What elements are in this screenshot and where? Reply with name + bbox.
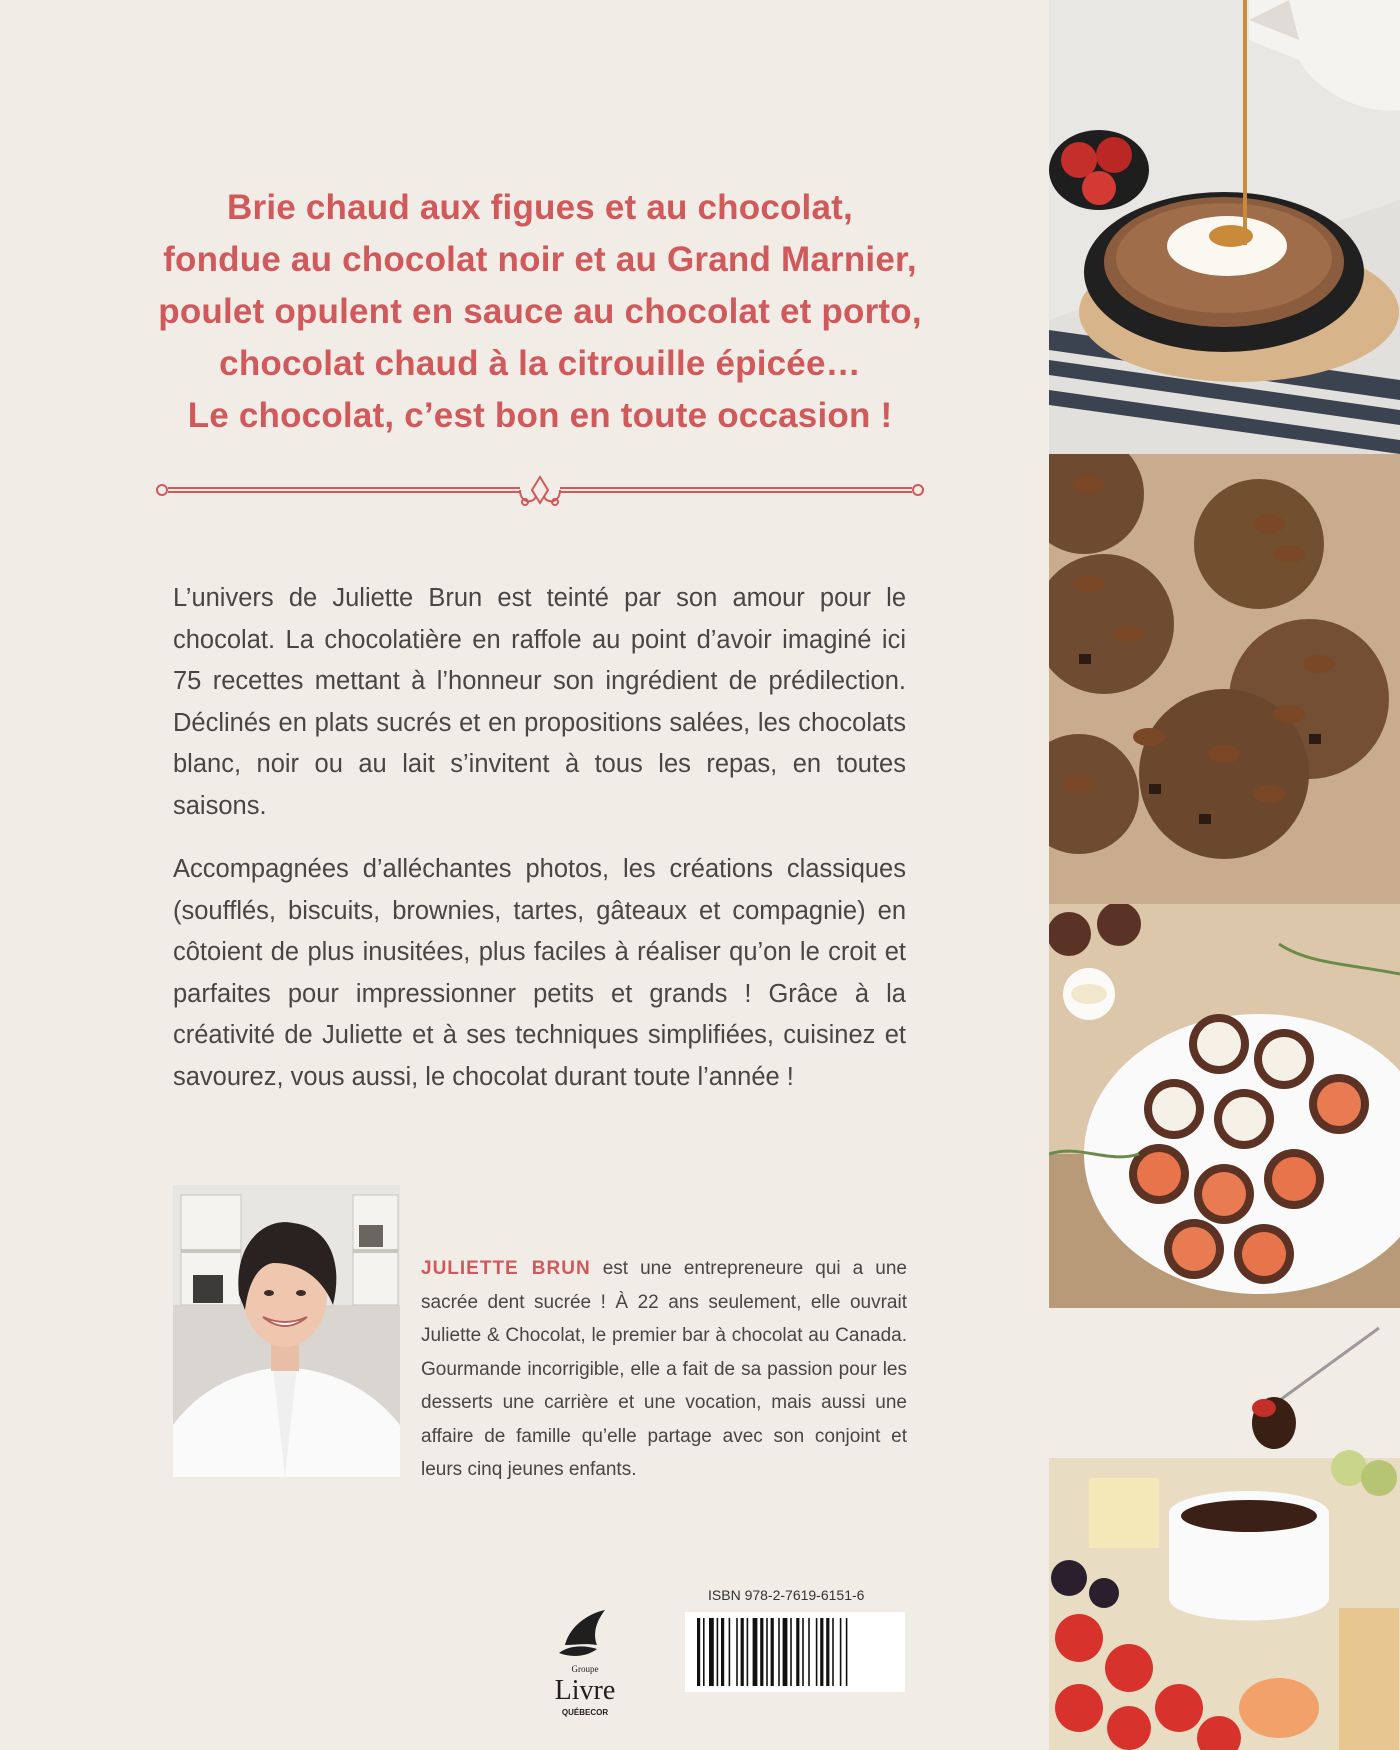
barcode-bar bbox=[741, 1618, 744, 1686]
barcode-bar bbox=[790, 1618, 792, 1686]
photo-pecan-cookies bbox=[1049, 454, 1400, 904]
photo-chocolate-skillet-cake bbox=[1049, 0, 1400, 454]
tagline-line: chocolat chaud à la citrouille épicée… bbox=[219, 344, 861, 383]
barcode-bar bbox=[832, 1618, 834, 1686]
tagline-line: Le chocolat, c’est bon en toute occasion ! bbox=[187, 396, 893, 435]
barcode-bar bbox=[697, 1618, 700, 1686]
barcode-bar bbox=[840, 1618, 842, 1686]
barcode-bar bbox=[808, 1618, 810, 1686]
barcode-bar bbox=[717, 1618, 719, 1686]
description bbox=[173, 578, 906, 1120]
barcode-bar bbox=[796, 1618, 799, 1686]
photo-chocolate-fondue bbox=[1049, 1308, 1400, 1750]
description-paragraph: L’univers de Juliette Brun est teinté par son amour pour le chocolat. La chocolatière en raffole au point d’avoir imaginé ici 75 recettes mettant à l’honneur son ingrédient de prédilection. Déclinés en plats sucrés et en propositions salées, les chocolats blanc, noir ou au lait s’invitent à tous les repas, en toutes saisons. bbox=[173, 584, 906, 820]
photo-strip bbox=[1049, 0, 1400, 1750]
photo-salmon-canapes bbox=[1049, 904, 1400, 1308]
barcode-bar bbox=[747, 1618, 749, 1686]
barcode-bar bbox=[826, 1618, 829, 1686]
barcode-bar bbox=[760, 1618, 763, 1686]
barcode-bar bbox=[820, 1618, 823, 1686]
barcode-bar bbox=[816, 1618, 818, 1686]
barcode-bar bbox=[753, 1618, 758, 1686]
author-photo bbox=[173, 1185, 400, 1477]
tagline-line: poulet opulent en sauce au chocolat et porto, bbox=[158, 292, 922, 331]
barcode-bar bbox=[736, 1618, 738, 1686]
barcode-bar bbox=[721, 1618, 724, 1686]
svg-text:Livre: Livre bbox=[554, 1675, 616, 1706]
barcode-bar bbox=[783, 1618, 788, 1686]
svg-text:QUÉBECOR: QUÉBECOR bbox=[561, 1708, 609, 1717]
barcode-bar bbox=[709, 1618, 714, 1686]
barcode-bar bbox=[846, 1618, 848, 1686]
tagline-line: fondue au chocolat noir et au Grand Marnier, bbox=[163, 240, 917, 279]
barcode-bar bbox=[703, 1618, 705, 1686]
barcode-bar bbox=[778, 1618, 780, 1686]
barcode-bar bbox=[802, 1618, 804, 1686]
barcode-bar bbox=[766, 1618, 768, 1686]
author-name: JULIETTE BRUN bbox=[421, 1258, 591, 1279]
barcode-bar bbox=[729, 1618, 731, 1686]
decorative-divider bbox=[150, 470, 930, 510]
author-bio bbox=[421, 1252, 907, 1487]
barcode bbox=[685, 1612, 905, 1692]
tagline-line: Brie chaud aux figues et au chocolat, bbox=[227, 188, 853, 227]
author-bio-text: est une entrepreneure qui a une sacrée dent sucrée ! À 22 ans seulement, elle ouvrait Juliette & Chocolat, le premier bar à chocolat au Canada. Gourmande incorrigible, elle a fait de sa passion pour les desserts une carrière et une vocation, mais aussi une affaire de famille qu’elle partage avec son conjoint et leurs cinq jeunes enfants. bbox=[421, 1258, 907, 1480]
isbn-number: ISBN 978-2-7619-6151-6 bbox=[708, 1587, 865, 1603]
barcode-bar bbox=[771, 1618, 774, 1686]
tagline bbox=[110, 182, 970, 442]
description-paragraph: Accompagnées d’alléchantes photos, les créations classiques (soufflés, biscuits, brownies, tartes, gâteaux et compagnie) en côtoient de plus inusitées, plus faciles à réaliser qu’on le croit et parfaites pour impressionner petits et grands ! Grâce à la créativité de Juliette et à ses techniques simplifiées, cuisinez et savourez, vous aussi, le chocolat durant toute l’année ! bbox=[173, 855, 906, 1091]
svg-text:Groupe: Groupe bbox=[571, 1664, 599, 1674]
publisher-logo bbox=[535, 1605, 635, 1725]
